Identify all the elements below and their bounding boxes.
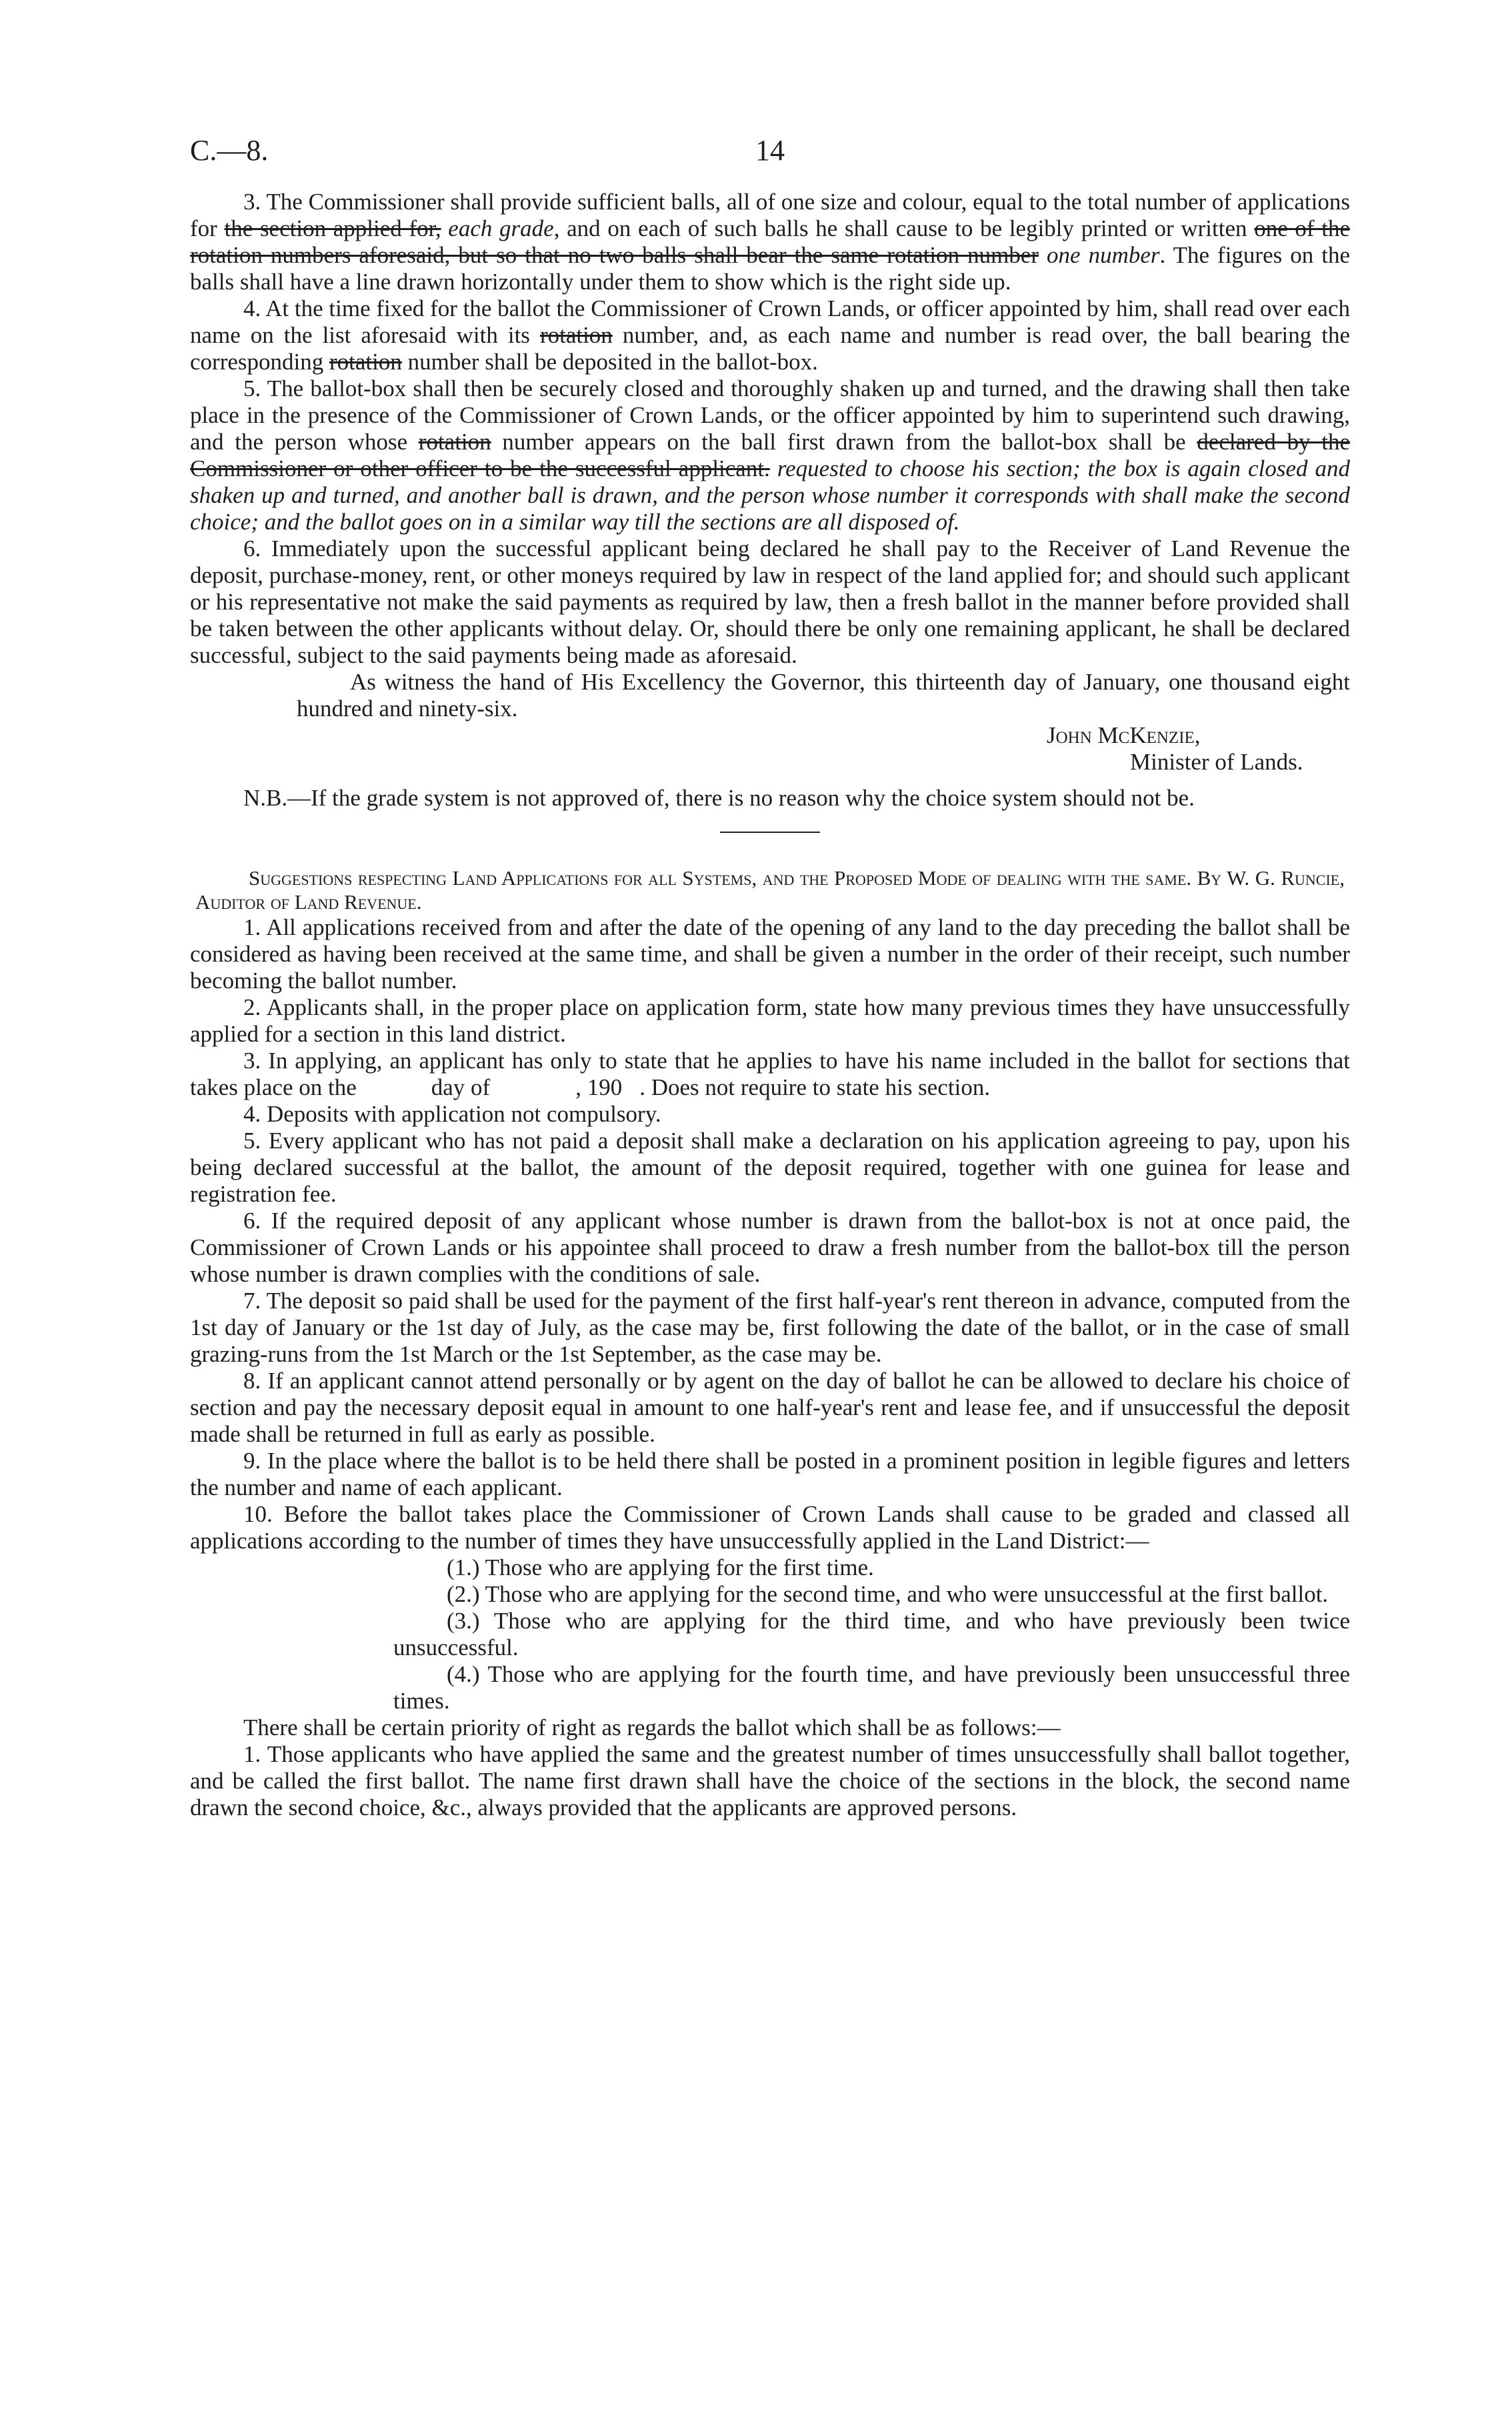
grade-item-3: (3.) Those who are applying for the third time, and who have previously been twice unsuccessful. (393, 1608, 1350, 1660)
grade-item-1: (1.) Those who are applying for the first time. (447, 1554, 874, 1580)
suggestion-4: 4. Deposits with application not compulsory. (243, 1101, 661, 1127)
struck-text: rotation (539, 322, 613, 348)
priority-1: 1. Those applicants who have applied the same and the greatest number of times unsuccessfully shall ballot together, and be called the first ballot. The name first drawn shall have the choice of the sections in the block, the second name drawn the second choice, &c., always provided that the applicants are approved persons. (190, 1741, 1350, 1820)
suggestion-9: 9. In the place where the ballot is to be held there shall be posted in a prominent position in legible figures and letters the number and name of each applicant. (190, 1448, 1350, 1500)
page-header (190, 133, 1350, 173)
suggestion-5: 5. Every applicant who has not paid a deposit shall make a declaration on his application agreeing to pay, upon his being declared successful at the ballot, the amount of the deposit required, together with one guinea for lease and registration fee. (190, 1128, 1350, 1207)
section-divider (720, 832, 820, 833)
signatory-title: Minister of Lands. (1130, 749, 1303, 775)
suggestion-3: 3. In applying, an applicant has only to state that he applies to have his name included in the ballot for sections that takes place on the day of , 190 . Does not require to state his section. (190, 1048, 1350, 1100)
rule-paragraph-4: 4. At the time fixed for the ballot the Commissioner of Crown Lands, or officer appointed by him, shall read over each name on the list aforesaid with its rotation number, and, as each name and number is read over, the ball bearing the corresponding rotation number shall be deposited in the ballot-box. (190, 295, 1350, 375)
suggestion-6: 6. If the required deposit of any applicant whose number is drawn from the ballot-box is not at once paid, the Commissioner of Crown Lands or his appointee shall proceed to draw a fresh number from the ballot-box till the person whose number is drawn complies with the conditions of sale. (190, 1208, 1350, 1287)
suggestion-1: 1. All applications received from and after the date of the opening of any land to the day preceding the ballot shall be considered as having been received at the same time, and shall be given a number in the order of their receipt, such number becoming the ballot number. (190, 914, 1350, 994)
grade-item-2: (2.) Those who are applying for the second time, and who were unsuccessful at the first ballot. (447, 1581, 1329, 1607)
suggestion-2: 2. Applicants shall, in the proper place on application form, state how many previous times they have unsuccessfully applied for a section in this land district. (190, 994, 1350, 1047)
priority-intro: There shall be certain priority of right as regards the ballot which shall be as follows:— (243, 1714, 1061, 1740)
rule-paragraph-6: 6. Immediately upon the successful applicant being declared he shall pay to the Receiver of Land Revenue the deposit, purchase-money, rent, or other moneys required by law in respect of the land applied for; and should such applicant or his representative not make the said payments as required by law, then a fresh ballot in the manner before provided shall be taken between the other applicants without delay. Or, should there be only one remaining applicant, he shall be declared successful, subject to the said payments being made as aforesaid. (190, 535, 1350, 668)
grade-item-4: (4.) Those who are applying for the fourth time, and have previously been unsuccessful three times. (393, 1661, 1350, 1714)
struck-text: the section applied for, (224, 215, 441, 241)
signatory-name: John McKenzie, (1047, 722, 1201, 748)
suggestion-10: 10. Before the ballot takes place the Commissioner of Crown Lands shall cause to be graded and classed all applications according to the number of times they have unsuccessfully applied in the Land District:— (190, 1501, 1350, 1554)
suggestion-7: 7. The deposit so paid shall be used for the payment of the first half-year's rent thereon in advance, computed from the 1st day of January or the 1st day of July, as the case may be, first following the date of the ballot, or in the case of small grazing-runs from the 1st March or the 1st September, as the case may be. (190, 1288, 1350, 1367)
struck-text: rotation (418, 429, 491, 455)
page-number: 14 (755, 134, 785, 167)
inserted-text: one number (1039, 242, 1160, 268)
nb-note: N.B.—If the grade system is not approved of, there is no reason why the choice system should not be. (243, 785, 1195, 811)
struck-text: rotation (329, 349, 402, 375)
rule-paragraph-5: 5. The ballot-box shall then be securely closed and thoroughly shaken up and turned, and the drawing shall then take place in the presence of the Commissioner of Crown Lands, or the officer appointed by him to superintend such drawing, and the person whose rotation number appears on the ball first drawn from the ballot-box shall be declared by the Commissioner or other officer to be the successful applicant. requested to choose his section; the box is again closed and shaken up and turned, and another ball is drawn, and the person whose number it corresponds with shall make the second choice; and the ballot goes on in a similar way till the sections are all disposed of. (190, 375, 1350, 535)
inserted-text: each grade (441, 215, 554, 241)
document-body (190, 189, 1350, 1821)
rule-paragraph-3: 3. The Commissioner shall provide sufficient balls, all of one size and colour, equal to the total number of applications for the section applied for, each grade, and on each of such balls he shall cause to be legibly printed or written one of the rotation numbers aforesaid, but so that no two balls shall bear the same rotation number one number. The figures on the balls shall have a line drawn horizontally under them to show which is the right side up. (190, 189, 1350, 295)
struck-text: declared by the Commissioner or other officer to be the successful applicant. (190, 429, 1350, 481)
suggestion-8: 8. If an applicant cannot attend personally or by agent on the day of ballot he can be allowed to declare his choice of section and pay the necessary deposit equal in amount to one half-year's rent and lease fee, and if unsuccessful the deposit made shall be returned in full as early as possible. (190, 1368, 1350, 1447)
inserted-text: requested to choose his section; the box is again closed and shaken up and turned, and another ball is drawn, and the person whose number it corresponds with shall make the second choice; and the ballot goes on in a similar way till the sections are all disposed of. (190, 455, 1350, 535)
document-reference: C.—8. (190, 134, 269, 167)
struck-text: one of the rotation numbers aforesaid, but so that no two balls shall bear the same rotation number (190, 215, 1350, 268)
section-heading: Suggestions respecting Land Applications for all Systems, and the Proposed Mode of dealing with the same. By W. G. Runcie, Auditor of Land Revenue. (195, 866, 1345, 914)
witness-clause: As witness the hand of His Excellency the Governor, this thirteenth day of January, one thousand eight hundred and ninety-six. (297, 669, 1350, 722)
